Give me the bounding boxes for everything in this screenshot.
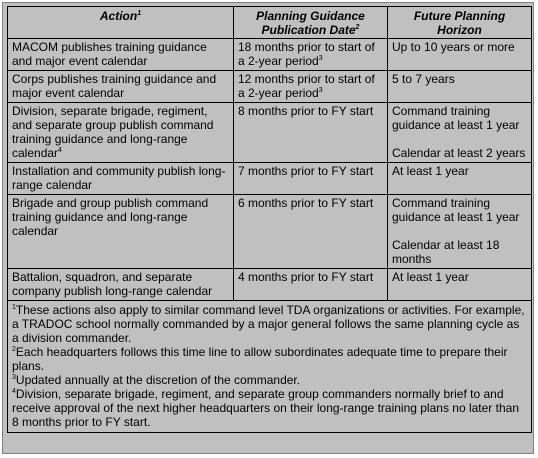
horizon-cell: 5 to 7 years	[388, 71, 532, 103]
table-row	[8, 39, 532, 71]
horizon-cell: At least 1 year	[388, 163, 532, 195]
table-row	[8, 103, 532, 163]
table-frame	[2, 2, 534, 454]
table-row	[8, 71, 532, 103]
publication-date-cell: 4 months prior to FY start	[234, 269, 388, 301]
horizon-cell: Up to 10 years or more	[388, 39, 532, 71]
footnote-2: $^2$Each headquarters follows this time line to allow subordinates adequate time to prepare their plans.	[12, 345, 508, 373]
table-row	[8, 269, 532, 301]
header-publication-date: Planning Guidance Publication Date$^2$	[234, 7, 388, 39]
footnote-3: $^3$Updated annually at the discretion of the commander.	[12, 373, 301, 387]
action-cell: Brigade and group publish command training guidance and long-range calendar	[8, 195, 234, 269]
header-action: Action$^1$	[8, 7, 234, 39]
publication-date-cell: 12 months prior to start of a 2-year period$^3$	[234, 71, 388, 103]
footnote-ref-1: 1	[137, 10, 142, 17]
horizon-cell: At least 1 year	[388, 269, 532, 301]
horizon-cell: Command training guidance at least 1 year Calendar at least 18 months	[388, 195, 532, 269]
header-future-horizon: Future Planning Horizon	[388, 7, 532, 39]
table-row	[8, 163, 532, 195]
action-cell: Installation and community publish long-range calendar	[8, 163, 234, 195]
action-cell: Division, separate brigade, regiment, and separate group publish command training guidance and long-range calendar$^4$	[8, 103, 234, 163]
footnote-1: $^1$These actions also apply to similar command level TDA organizations or activities. For example, a TRADOC school normally commanded by a major general follows the same planning cycle as a division commander.	[12, 303, 525, 345]
publication-date-cell: 7 months prior to FY start	[234, 163, 388, 195]
horizon-cell: Command training guidance at least 1 year Calendar at least 2 years	[388, 103, 532, 163]
footnotes-row	[8, 301, 532, 433]
table-row	[8, 195, 532, 269]
publication-date-cell: 18 months prior to start of a 2-year period$^3$	[234, 39, 388, 71]
header-row	[8, 7, 532, 39]
publication-date-cell: 6 months prior to FY start	[234, 195, 388, 269]
action-cell: Corps publishes training guidance and major event calendar	[8, 71, 234, 103]
action-cell: Battalion, squadron, and separate company publish long-range calendar	[8, 269, 234, 301]
footnotes-cell	[8, 301, 532, 433]
action-cell: MACOM publishes training guidance and major event calendar	[8, 39, 234, 71]
planning-timeline-table	[7, 6, 532, 433]
footnote-ref-2: 2	[355, 24, 360, 31]
footnote-4: $^4$Division, separate brigade, regiment, and separate group commanders normally brief to and receive approval of the next higher headquarters on their long-range training plans no later than 8 months prior to FY start.	[12, 387, 519, 429]
publication-date-cell: 8 months prior to FY start	[234, 103, 388, 163]
